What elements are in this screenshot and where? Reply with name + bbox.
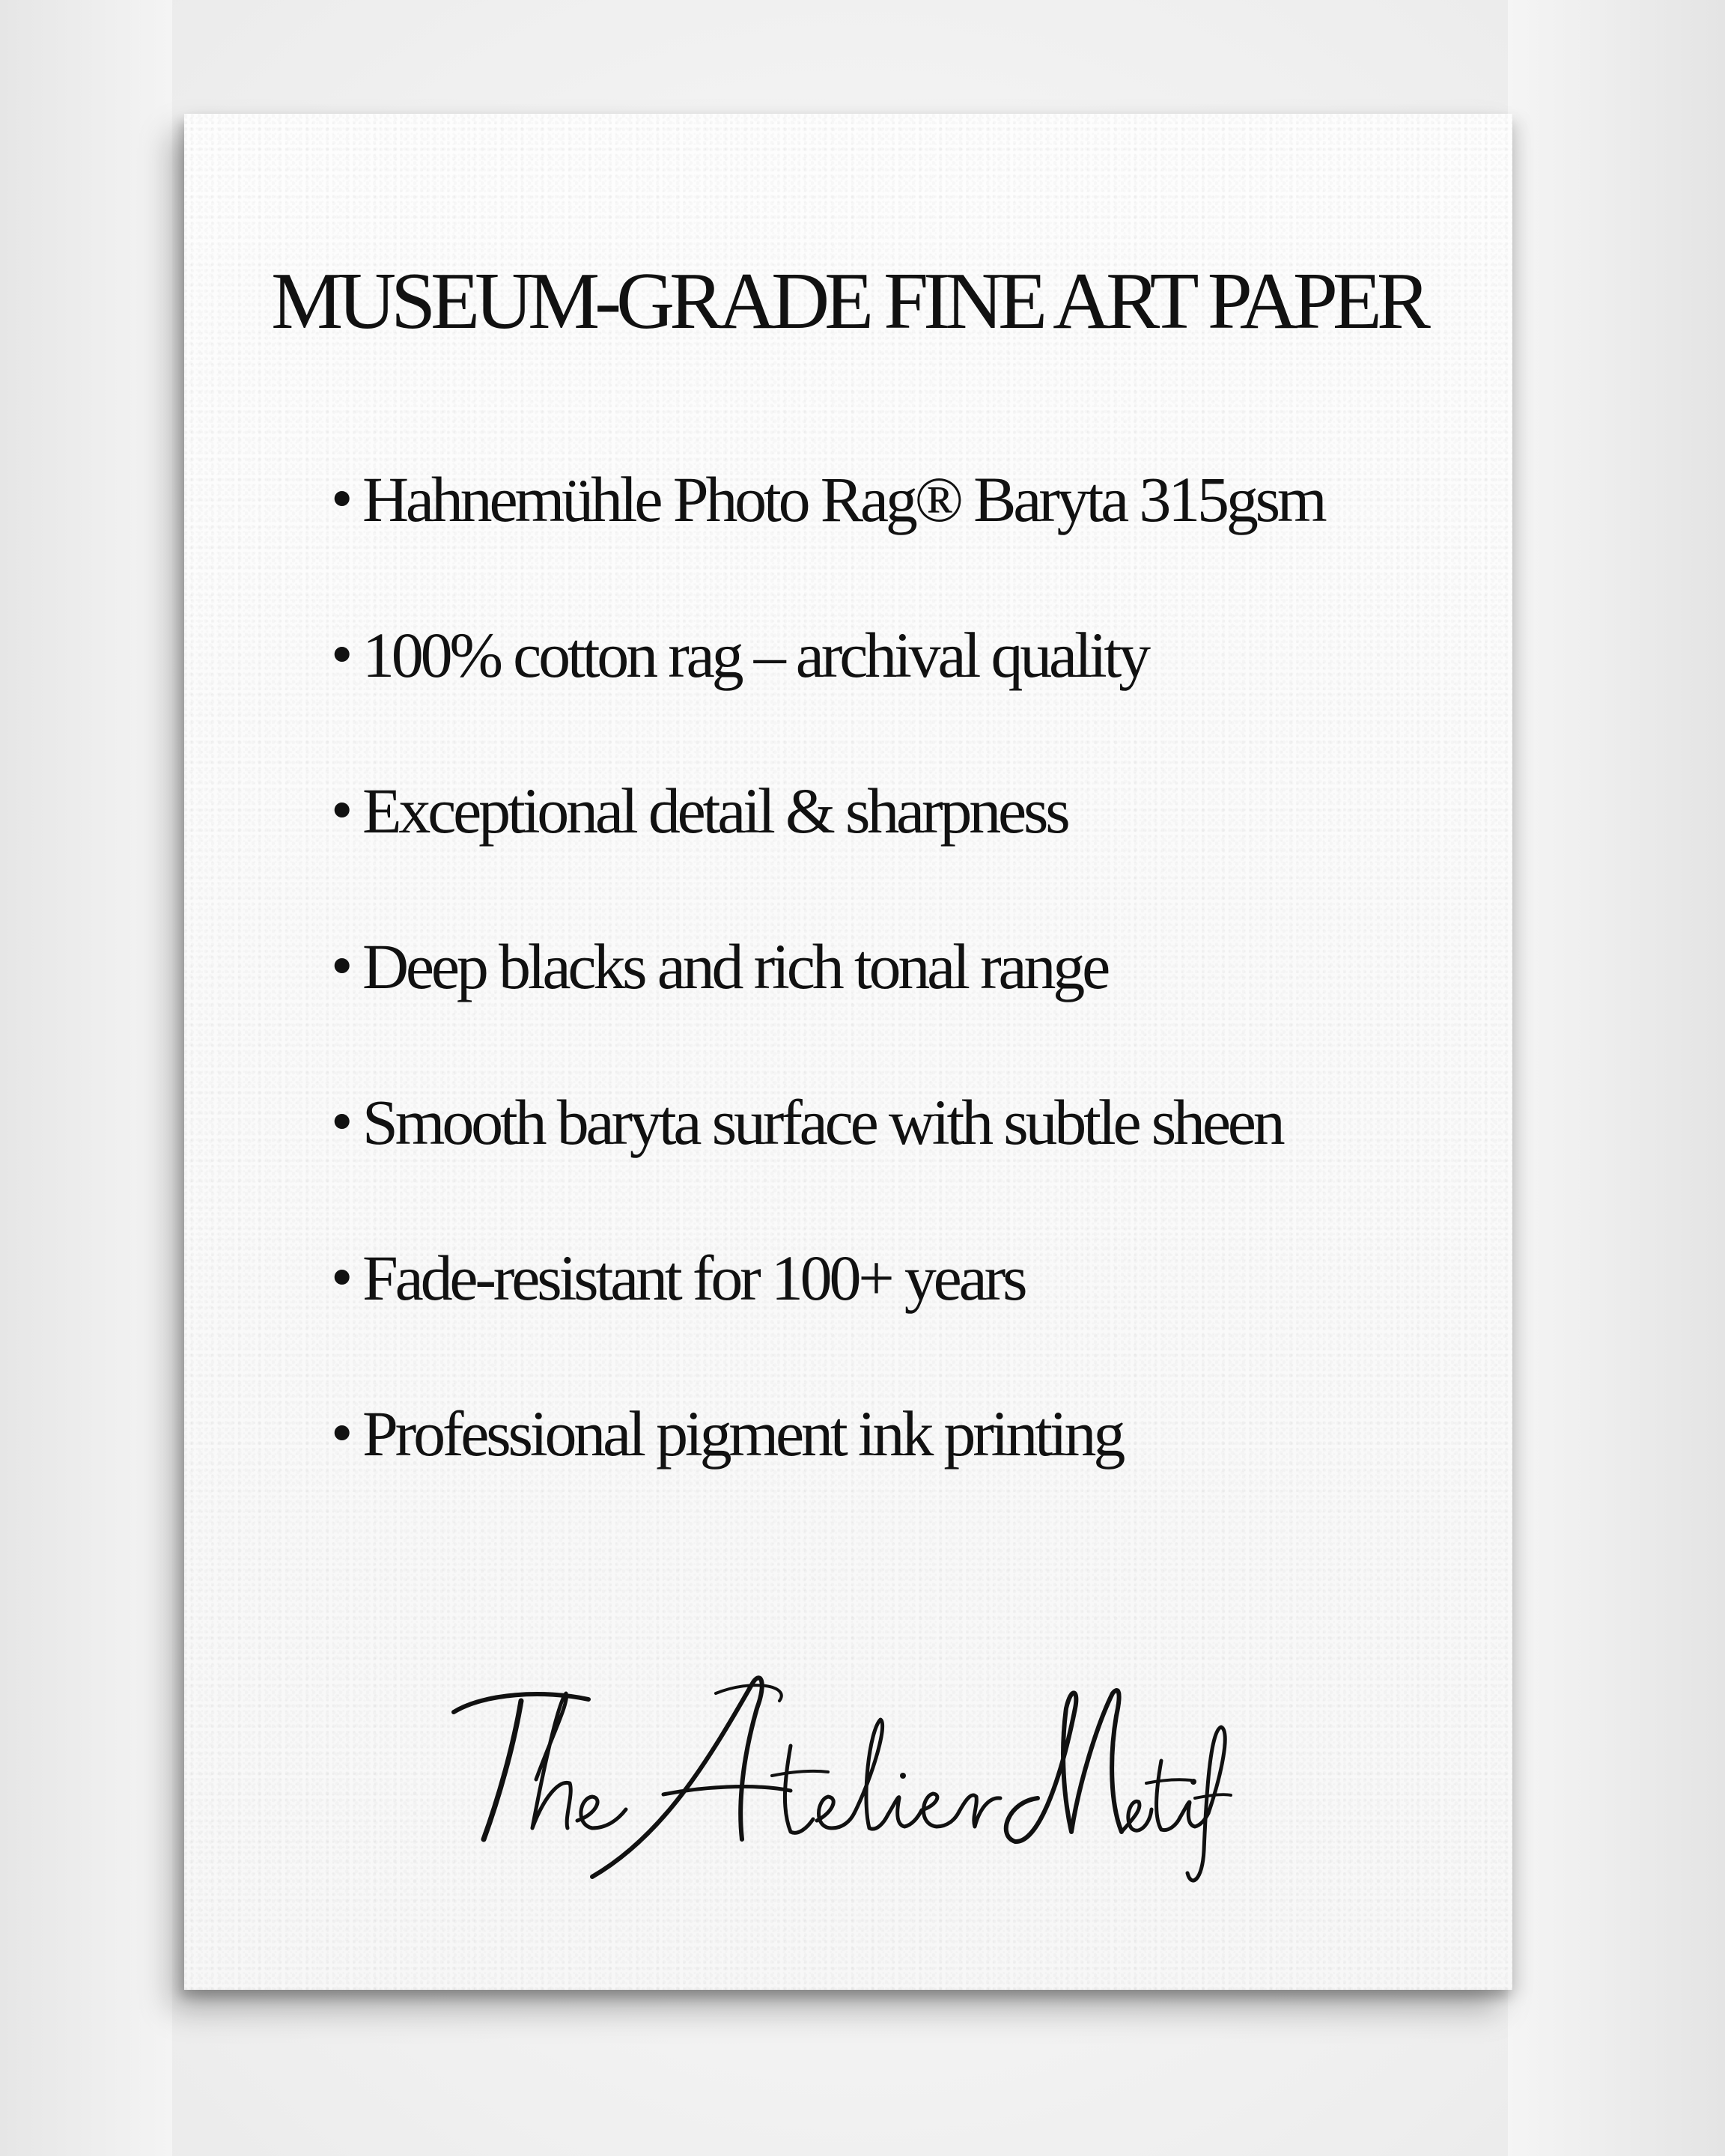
- card-title: MUSEUM-GRADE FINE ART PAPER: [271, 257, 1426, 346]
- feature-text: Smooth baryta surface with subtle sheen: [362, 1086, 1283, 1158]
- paper-card: [184, 114, 1512, 1990]
- feature-list: [331, 462, 1324, 1552]
- feature-text: Deep blacks and rich tonal range: [362, 931, 1108, 1002]
- feature-item: [331, 462, 1324, 618]
- backdrop-left: [0, 0, 172, 2156]
- feature-text: Fade-resistant for 100+ years: [362, 1242, 1025, 1314]
- feature-item: [331, 1396, 1324, 1552]
- feature-text: 100% cotton rag – archival quality: [362, 619, 1148, 691]
- bullet-icon: •: [331, 620, 353, 689]
- feature-item: [331, 1240, 1324, 1396]
- signature-logo: [439, 1648, 1232, 1895]
- feature-text: Professional pigment ink printing: [362, 1398, 1123, 1470]
- backdrop-right: [1508, 0, 1725, 2156]
- feature-text: Exceptional detail & sharpness: [362, 775, 1068, 847]
- bullet-icon: •: [331, 931, 353, 1001]
- bullet-icon: •: [331, 776, 353, 845]
- feature-item: [331, 1085, 1324, 1240]
- bullet-icon: •: [331, 1243, 353, 1312]
- feature-item: [331, 618, 1324, 773]
- feature-item: [331, 773, 1324, 929]
- bullet-icon: •: [331, 464, 353, 534]
- bullet-icon: •: [331, 1398, 353, 1468]
- bullet-icon: •: [331, 1087, 353, 1157]
- feature-text: Hahnemühle Photo Rag® Baryta 315gsm: [362, 463, 1324, 535]
- feature-item: [331, 929, 1324, 1085]
